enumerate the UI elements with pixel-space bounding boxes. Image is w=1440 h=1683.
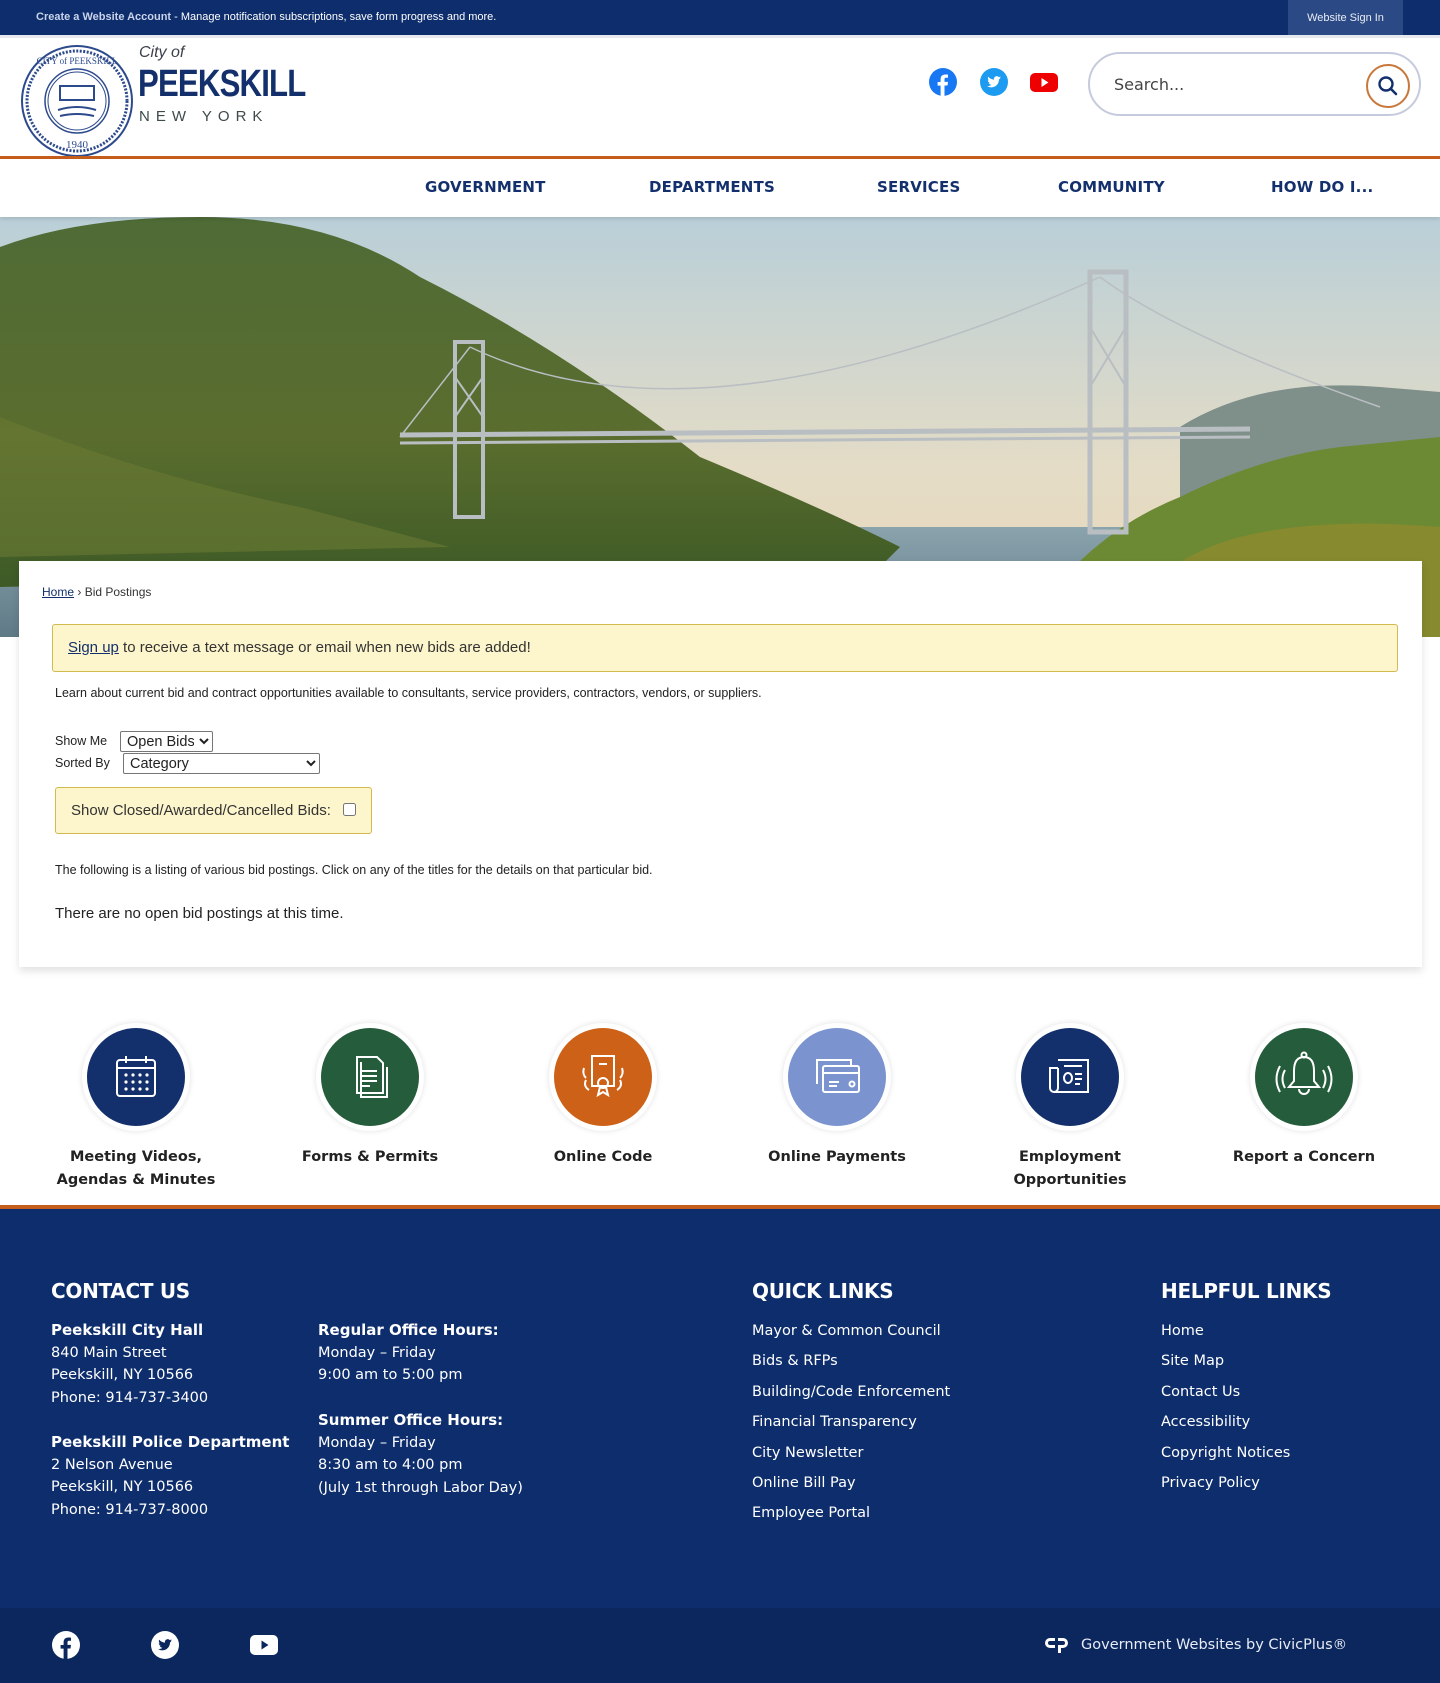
show-closed-bids-label: Show Closed/Awarded/Cancelled Bids: [71,802,331,819]
city-seal-logo[interactable] [20,44,134,158]
search-box [1088,52,1421,116]
calendar-icon [111,1052,161,1102]
search-icon [1377,75,1399,97]
quick-link-label: Online Code [553,1149,653,1165]
quick-links-heading: QUICK LINKS [752,1279,894,1303]
footer-link-mayor-council[interactable]: Mayor & Common Council [752,1323,941,1339]
svg-text:CITY of PEEKSKILL: CITY of PEEKSKILL [36,56,118,66]
top-utility-bar [0,0,1440,35]
footer-link-site-map[interactable]: Site Map [1161,1353,1225,1370]
sorted-by-select[interactable] [123,753,320,774]
logo-city-name[interactable]: PEEKSKILL [138,63,306,105]
listing-description: The following is a listing of various bid postings. Click on any of the titles for the details on that particular bid. [55,863,653,877]
show-me-label: Show Me [55,734,108,748]
website-sign-in-button[interactable]: Website Sign In [1288,0,1403,35]
breadcrumb-home-link[interactable]: Home [42,585,75,599]
footer-link-city-newsletter[interactable]: City Newsletter [752,1444,864,1461]
footer-link-contact-us[interactable]: Contact Us [1161,1383,1241,1400]
footer-bottom-bar [0,1608,1440,1683]
twitter-icon[interactable] [980,68,1008,96]
youtube-icon[interactable] [250,1631,278,1659]
document-icon [345,1052,395,1102]
footer-link-accessibility[interactable]: Accessibility [1161,1414,1251,1431]
create-account-link[interactable]: Create a Website Account [36,11,172,23]
show-me-select[interactable] [120,731,213,752]
facebook-icon[interactable] [52,1631,80,1659]
twitter-icon[interactable] [151,1631,179,1659]
show-closed-bids-checkbox[interactable] [343,803,356,816]
quick-link-employment[interactable] [953,1023,1187,1192]
civicplus-logo-icon [1045,1636,1069,1654]
nav-departments[interactable]: DEPARTMENTS [649,178,775,196]
logo-city-of: City of [139,44,185,61]
sign-up-link[interactable]: Sign up [68,639,119,656]
logo-state: NEW YORK [139,108,269,125]
city-hall-phone[interactable]: Phone: 914-737-3400 [51,1390,209,1407]
police-contact: Peekskill Police Department 2 Nelson Avenue Peekskill, NY 10566 Phone: 914-737-8000 [51,1431,289,1522]
youtube-icon[interactable] [1030,69,1058,95]
quick-link-label: Employment Opportunities [1013,1149,1127,1188]
footer-link-employee-portal[interactable]: Employee Portal [752,1505,871,1522]
footer-link-online-bill-pay[interactable]: Online Bill Pay [752,1474,856,1491]
summer-office-hours: Summer Office Hours: Monday – Friday 8:30 am to 4:00 pm (July 1st through Labor Day) [318,1411,523,1497]
police-phone[interactable]: Phone: 914-737-8000 [51,1502,209,1519]
credit-card-icon [809,1052,865,1102]
footer-link-copyright[interactable]: Copyright Notices [1161,1444,1291,1461]
breadcrumb: Home › Bid Postings [42,585,152,599]
create-account-text: - Manage notification subscriptions, save form progress and more. [171,11,497,23]
empty-state-message: There are no open bid postings at this time. [55,905,344,922]
footer-link-bids-rfps[interactable]: Bids & RFPs [752,1353,838,1370]
quick-link-label: Online Payments [768,1149,906,1165]
quick-link-forms-permits[interactable] [253,1023,487,1169]
quick-link-label: Meeting Videos, Agendas & Minutes [56,1149,216,1188]
intro-text: Learn about current bid and contract opportunities available to consultants, service providers, contractors, vendors, or suppliers. [55,686,762,700]
breadcrumb-current: Bid Postings [84,585,152,599]
signup-alert: Sign up to receive a text message or email when new bids are added! [52,624,1398,672]
nav-how-do-i[interactable]: HOW DO I... [1271,178,1374,196]
regular-office-hours: Regular Office Hours: Monday – Friday 9:00 am to 5:00 pm [318,1321,499,1384]
footer-link-financial-transparency[interactable]: Financial Transparency [752,1414,917,1431]
nav-community[interactable]: COMMUNITY [1058,178,1165,196]
create-account-banner[interactable] [36,11,496,23]
show-closed-bids-box [55,787,372,834]
quick-link-online-payments[interactable] [720,1023,954,1169]
footer-link-building-code[interactable]: Building/Code Enforcement [752,1383,951,1400]
certificate-icon [576,1050,630,1104]
nav-services[interactable]: SERVICES [877,178,961,196]
main-navigation [0,159,1440,217]
facebook-icon[interactable] [929,68,957,96]
footer-link-privacy[interactable]: Privacy Policy [1161,1474,1260,1491]
helpful-links-heading: HELPFUL LINKS [1161,1279,1332,1303]
site-header [0,35,1440,157]
helpful-links-list [1161,1323,1290,1505]
quick-link-label: Report a Concern [1232,1149,1376,1165]
quick-link-online-code[interactable] [486,1023,720,1169]
quick-links-list [752,1323,950,1536]
quick-link-meeting-videos[interactable] [19,1023,253,1192]
quick-link-report-concern[interactable] [1187,1023,1421,1169]
svg-text:1940: 1940 [66,139,88,151]
quick-link-label: Forms & Permits [301,1149,439,1165]
nav-government[interactable]: GOVERNMENT [425,178,546,196]
footer-link-home[interactable]: Home [1161,1323,1204,1339]
civicplus-credit[interactable]: Government Websites by CivicPlus® [1045,1636,1347,1654]
contact-us-heading: CONTACT US [51,1279,190,1303]
sorted-by-label: Sorted By [55,756,110,770]
search-button[interactable] [1366,64,1410,108]
newspaper-icon [1044,1052,1096,1102]
site-footer [0,1205,1440,1608]
bell-icon [1274,1050,1334,1104]
search-input[interactable] [1114,70,1354,98]
city-hall-contact: Peekskill City Hall 840 Main Street Peekskill, NY 10566 Phone: 914-737-3400 [51,1319,208,1410]
content-card [19,561,1422,967]
